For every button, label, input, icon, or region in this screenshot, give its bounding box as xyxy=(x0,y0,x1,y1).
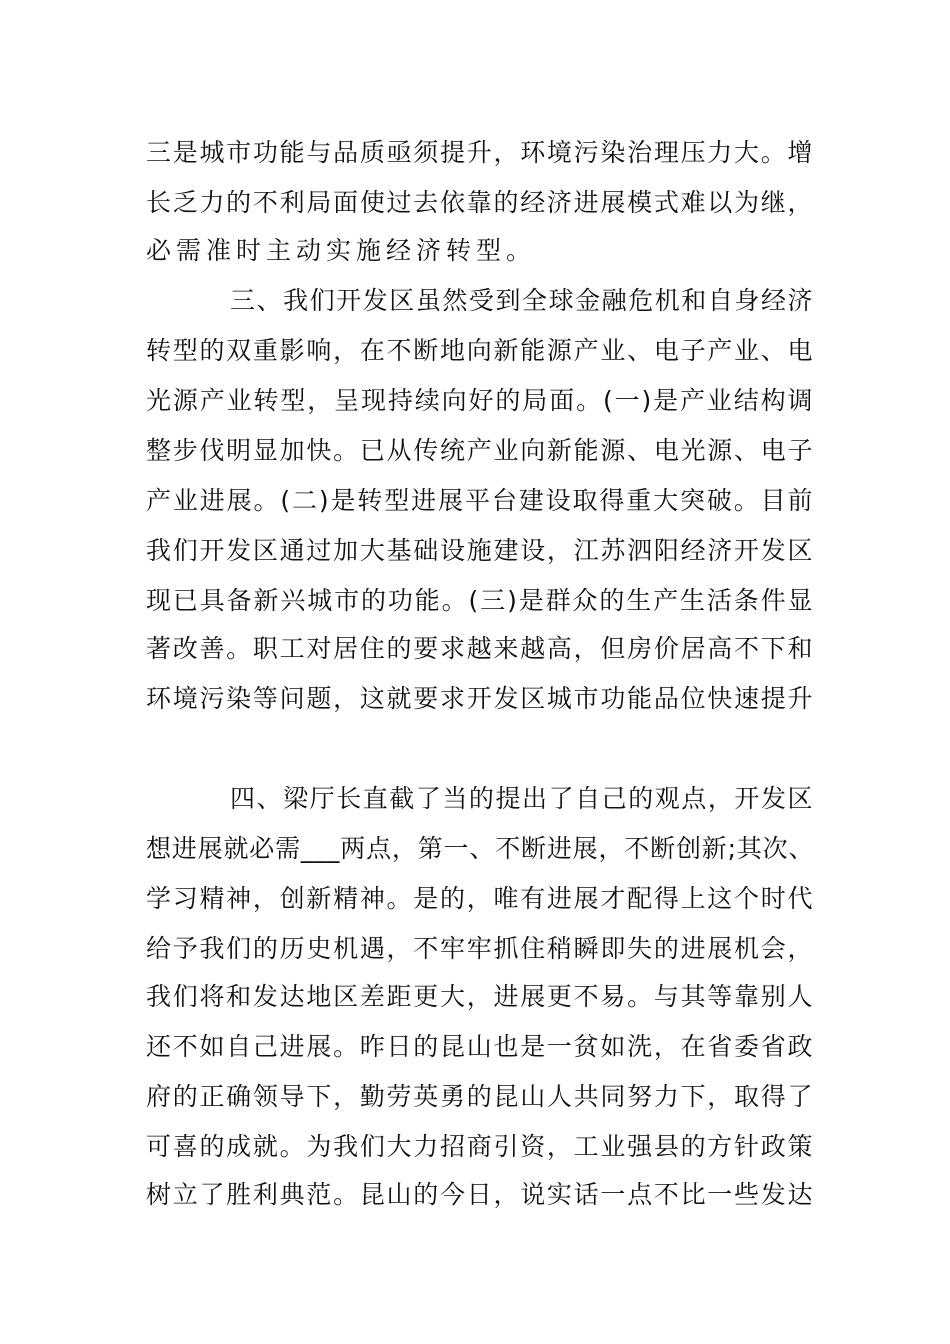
text-line: 还不如自己进展。昨日的昆山也是一贫如洗，在省委省政 xyxy=(146,1032,814,1061)
text-line: 给予我们的历史机遇，不牢牢抓住稍瞬即失的进展机会， xyxy=(146,934,814,963)
text-line: 三、我们开发区虽然受到全球金融危机和自身经济 xyxy=(230,286,814,315)
text-line: 可喜的成就。为我们大力招商引资，工业强县的方针政策 xyxy=(146,1132,814,1161)
text-line: 环境污染等问题，这就要求开发区城市功能品位快速提升 xyxy=(146,684,814,713)
text-line: 想进展就必需___两点，第一、不断进展，不断创新;其次、 xyxy=(146,834,814,863)
text-line: 树立了胜利典范。昆山的今日，说实话一点不比一些发达 xyxy=(146,1180,814,1209)
text-line: 我们开发区通过加大基础设施建设，江苏泗阳经济开发区 xyxy=(146,536,814,565)
text-line: 光源产业转型，呈现持续向好的局面。(一)是产业结构调 xyxy=(146,386,814,415)
text-line: 必需准时主动实施经济转型。 xyxy=(146,236,537,265)
text-line: 府的正确领导下，勤劳英勇的昆山人共同努力下，取得了 xyxy=(146,1082,814,1111)
text-line: 整步伐明显加快。已从传统产业向新能源、电光源、电子 xyxy=(146,436,814,465)
text-line: 著改善。职工对居住的要求越来越高，但房价居高不下和 xyxy=(146,634,814,663)
text-line: 现已具备新兴城市的功能。(三)是群众的生产生活条件显 xyxy=(146,586,814,615)
text-line: 我们将和发达地区差距更大，进展更不易。与其等靠别人 xyxy=(146,982,814,1011)
text-line: 学习精神，创新精神。是的，唯有进展才配得上这个时代 xyxy=(146,884,814,913)
text-line: 产业进展。(二)是转型进展平台建设取得重大突破。目前 xyxy=(146,486,814,515)
text-line: 三是城市功能与品质亟须提升，环境污染治理压力大。增 xyxy=(146,138,814,167)
text-line: 四、梁厅长直截了当的提出了自己的观点，开发区 xyxy=(230,784,814,813)
text-line: 长乏力的不利局面使过去依靠的经济进展模式难以为继， xyxy=(146,188,814,217)
text-line: 转型的双重影响，在不断地向新能源产业、电子产业、电 xyxy=(146,336,814,365)
